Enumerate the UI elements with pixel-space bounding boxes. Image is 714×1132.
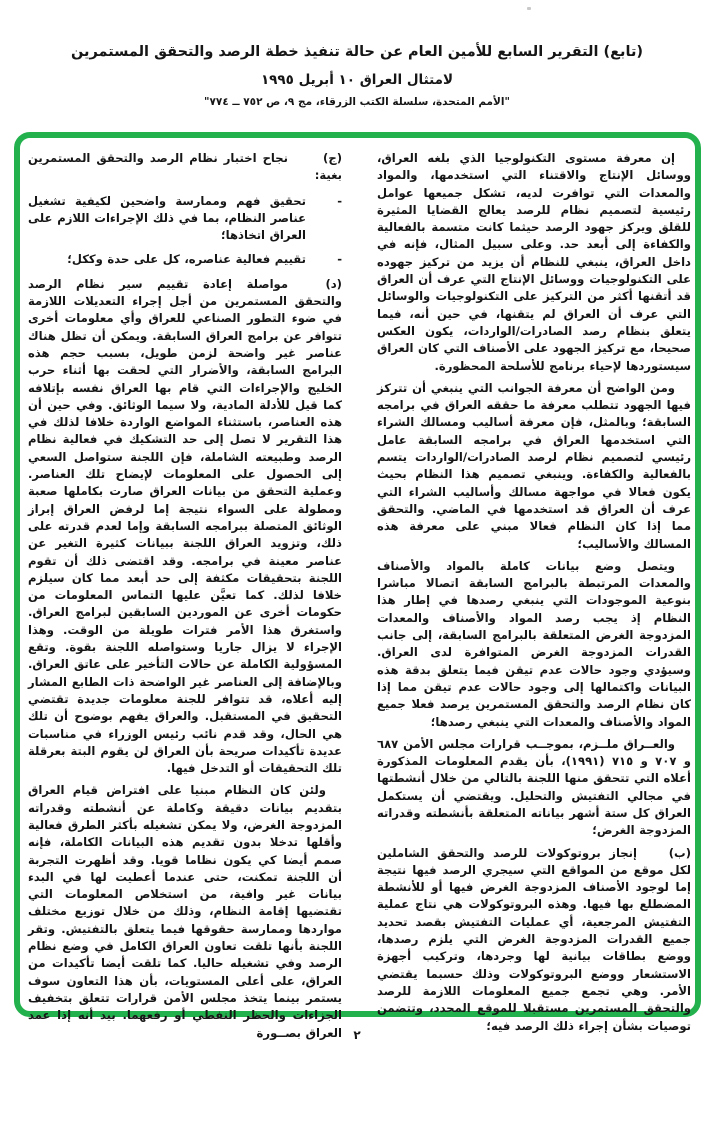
list-marker: (د) (325, 276, 342, 291)
list-marker: (ب) (668, 845, 691, 860)
paragraph: ومن الواضح أن معرفة الجوانب التي ينبغي أن تتركز فيها الجهود تتطلب معرفة ما حققه العراق في برامجه السابقة؛ وبالمثل، فإن معرفة أساليب ومسالك الشراء التي استخدمها العراق في برامجه السابقة عامل رئيسي لتصميم نظام لرصد الصادرات/الواردات يتسم بالفعالية والكفاءة. وينبغي تصميم هذا النظام بحيث يكون فعالا في مواجهة مسالك وأساليب الشراء التي عرف أن العراق قد استخدمها في الماضي. والتحقق مما إذا كان النظام فعالا مبني على معرفة هذه المسالك والأساليب؛ (377, 380, 691, 551)
list-marker: (ج) (323, 151, 342, 165)
source-citation: "الأمم المتحدة، سلسلة الكتب الزرقاء، مج ٩، ص ٧٥٢ ــ ٧٧٤" (204, 96, 510, 108)
dash-marker: - (337, 252, 342, 267)
paragraph (377, 845, 691, 1035)
paragraph (28, 276, 342, 778)
paragraph: ويتصل وضع بيانات كاملة بالمواد والأصناف والمعدات المرتبطة بالبرامج السابقة اتصالا مباشرا بنوعية الموجودات التي ينبغي رصدها في إطار هذا النظام إذ يجب رصد المواد والأصناف والمعدات المزدوجة الغرض المتعلقة بالبرامج السابقة، إلى جانب القدرات المزدوجة الغرض المتوافرة لدى العراق. وسيؤدي وجود حالات عدم تيقن فيما يتعلق بدقة هذه البيانات واكتمالها إلى وجود حالات عدم تيقن مما إذا كان نظام الرصد والتحقق المستمرين يرصد فعلا جميع المواد والأصناف والمعدات التي ينبغي رصدها؛ (377, 558, 691, 729)
paragraph-text: نجاح اختبار نظام الرصد والتحقق المستمرين بغية: (28, 151, 342, 183)
list-item (28, 251, 342, 268)
paragraph: ولئن كان النظام مبنيا على افتراض قيام العراق بتقديم بيانات دقيقة وكاملة عن أنشطته وقدراته المزدوجة الغرض، ولا يمكن تشغيله بأكثر الطرق فعالية وأقلها تدخلا بدون تقديم هذه البيانات الكاملة، فإنه صمم أيضا كي يكون نظاما قويا. وقد أظهرت التجربة أن اللجنة تمكنت، حتى عندما أعطيت لها في البدء بيانات غير وافية، من استخلاص المعلومات التي تقتضيها إقامة النظام، وذلك من خلال توزيع مختلف مواردها وممارسة حقوقها فيما يتعلق بالتفتيش. وتقر اللجنة بأنها تلقت تعاون العراق الكامل في وضع نظام الرصد وفي تشغيله حاليا. كما تلقت أيضا تأكيدات من العراق، على أعلى المستويات، بأن هذا التعاون سوف يستمر بينما يتخذ مجلس الأمن قرارات تتعلق بتخفيف الجزاءات والحظر النفطي أو رفعهما. بيد أنه إذا عمد العراق بصــورة (28, 783, 342, 1040)
paragraph (28, 150, 342, 185)
list-item-text: تحقيق فهم وممارسة واضحين لكيفية تشغيل عناصر النظام، بما في ذلك الإجراءات اللازم على العراق اتخاذها؛ (28, 193, 306, 243)
page-number: ٢ (353, 1028, 361, 1042)
dash-marker: - (337, 193, 342, 208)
paragraph: والعــراق ملــزم، بموجــب قرارات مجلس الأمن ٦٨٧ و ٧٠٧ و ٧١٥ (١٩٩١)، بأن يقدم المعلومات المذكورة أعلاه التي تتحقق منها اللجنة بالتالي من خلال أنشطتها في مجالي التفتيش والتحليل. ويقتضي أن يستكمل العراق كل ستة أشهر بياناته المتعلقة بأنشطته وقدراته المزدوجة الغرض؛ (377, 736, 692, 838)
scan-artifact (527, 7, 531, 10)
list-item-text: تقييم فعالية عناصره، كل على حدة وككل؛ (67, 252, 306, 267)
column-left (28, 150, 342, 1047)
list-item (28, 193, 342, 245)
report-title: (تابع) التقرير السابع للأمين العام عن حالة تنفيذ خطة الرصد والتحقق المستمرين (70, 44, 644, 60)
paragraph-text: مواصلة إعادة تقييم سير نظام الرصد والتحقق المستمرين من أجل إجراء التعديلات اللازمة في ضوء التطور الصناعي للعراق وأي معلومات أخرى تتوافر عن برامج العراق السابقة. ويمكن أن تظل هناك عناصر غير واضحة لزمن طويل، بسبب حجم هذه البرامج السابقة، والأضرار التي لحقت بها أثناء حرب الخليج والإجراءات التي قام بها العراق نفسه بإتلافه كما قيل للأدلة المادية، ولا سيما الوثائق. وفي حين أن هذه العناصر، باستثناء المواضع الواردة خلافا لذلك في هذا التقرير لا تصل إلى حد التشكيك في فعالية نظام الرصد وطبيعته الشاملة، فإن اللجنة ستواصل السعي إلى الحصول على المعلومات لإيضاح تلك العناصر. وعملية التحقق من بيانات العراق صارت بكاملها صعبة ومطولة على السواء نتيجة إما لرفض العراق إبراز الوثائق المتصلة ببرامجه السابقة وإما لعدم قدرته على ذلك، وتزويد العراق اللجنة ببيانات كثيرة التغير عن عناصر معينة في برامجه. وقد اقتضى ذلك أن تقوم اللجنة بتحقيقات مكثفة إلى حد أبعد مما كان سيلزم خلافا لذلك. كما تعيَّن عليها التماس المعلومات من حكومات أخرى عن الموردين السابقين لبرامج العراق. واستغرق هذا الأمر فترات طويلة من الوقت. وهذا الإجراء لا يزال جاريا وستواصله اللجنة بقوة. وتقع المسؤولية الكاملة عن حالات التأخير على عاتق العراق. وبالإضافة إلى العناصر غير الواضحة ذات الطابع المشار إليه أعلاه، قد تتوافر للجنة معلومات جديدة تقتضي التحقيق في المستقبل. والعراق يفهم بوضوح أن تلك هي الحال، وقد قدم نائب رئيس الوزراء في مناسبات عديدة تأكيدات صريحة بأن العراق لن يقوم البتة بعرقلة تلك التحقيقات أو التدخل فيها. (28, 276, 342, 776)
report-subtitle: لامتثال العراق ١٠ أبريل ١٩٩٥ (260, 72, 454, 88)
document-header (0, 44, 714, 108)
paragraph-text: إنجاز بروتوكولات للرصد والتحقق الشاملين لكل موقع من المواقع التي سيجري الرصد فيها نتيجة إما لوجود الأصناف المزدوجة الغرض فيها أو للأنشطة المضطلع بها فيها. وهذه البروتوكولات هي نتاج عملية التفتيش المرجعية، أي عمليات التفتيش بقصد تحديد جميع القدرات المزدوجة الغرض التي يلزم رصدها، ووضع بطاقات بيانية لها وجردها، وتركيب أجهزة الاستشعار ووضع البروتوكولات وذلك حسبما يقتضي الأمر. وهي تجمع جميع المعلومات اللازمة للرصد والتحقق المستمرين مستقبلا للموقع المحدد، وتتضمن توصيات بشأن إجراء ذلك الرصد فيه؛ (377, 845, 691, 1033)
paragraph: إن معرفة مستوى التكنولوجيا الذي بلغه العراق، ووسائل الإنتاج والاقتناء التي استخدمها، والمواد والمعدات التي توافرت لديه، تشكل جميعها عوامل رئيسية لتصميم نظام للرصد يعالج القضايا المثيرة للقلق ويركز جهود الرصد حيثما كانت متسمة بالفعالية والكفاءة إلى أبعد حد. وعلى سبيل المثال، فإنه في داخل العراق، ينبغي للنظام أن يزيد من تركيز جهوده على التكنولوجيات ووسائل الإنتاج التي عرف أن العراق قد أتقنها أكثر من التركيز على التكنولوجيات والوسائل التي عرف أن العراق لم يتقنها، في حين أنه، فيما يتعلق بنظام رصد الصادرات/الواردات، يكون العكس صحيحا، مع تركيز الجهود على الأصناف التي كان العراق سيستوردها لإحياء برنامج للأسلحة المحظورة. (377, 151, 691, 373)
column-right (377, 150, 691, 1040)
